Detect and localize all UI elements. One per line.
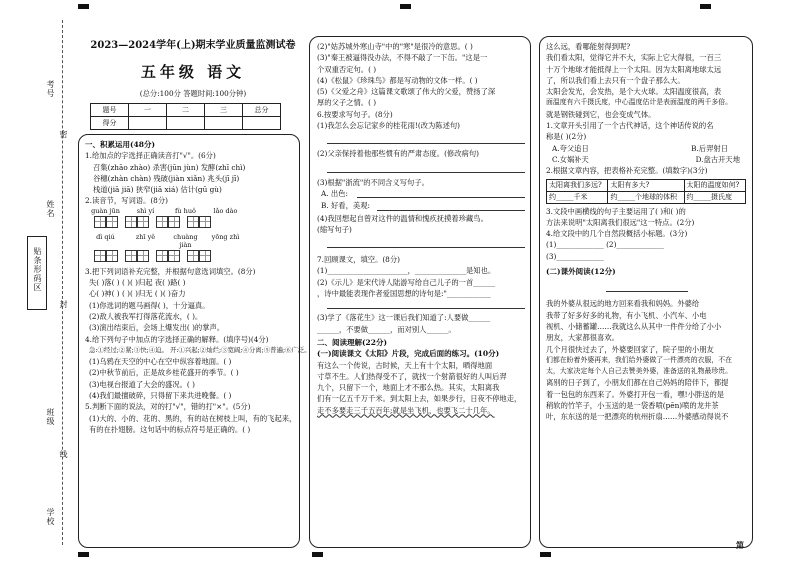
answer-line[interactable] — [377, 210, 525, 211]
score-input[interactable] — [129, 117, 167, 130]
pinyin-row — [85, 207, 293, 215]
question-3: 3.把下列词语补充完整，并根据句意选词填空。(8分) — [85, 266, 256, 276]
passage-line: 离别的日子到了，小朋友们都在自己妈妈的陪伴下，都提 — [546, 378, 729, 388]
passage-line: 着一包包的东西来了。外婆打开包一看，嘿!小胖送的是 — [546, 389, 725, 399]
passage-line: 九个，只留下一个，地面上才不那么热。其实，太阳离我 — [317, 383, 500, 393]
q4-options: 急:①经过;②紧;③快;④迫。 开:①兴起;②灿烂;③宽阔;④分离;⑤普遍;⑥广泛。 — [89, 345, 311, 354]
tianzige-box[interactable] — [187, 216, 211, 228]
tianzige-box[interactable] — [187, 250, 211, 262]
q7-item: ______，不要做______，而对别人______。 — [317, 324, 456, 334]
question-6: 6.按要求写句子。(8分) — [317, 109, 393, 119]
q1-line: 栈道(jiā jiā) 狭窄(jiā xiá) 估计(gū gù) — [93, 185, 222, 195]
section-1-panel — [78, 134, 311, 548]
tianzige-box[interactable] — [125, 216, 149, 228]
registration-mark — [78, 552, 89, 557]
passage-line: 我的外婆从很远的地方回来看我和妈妈。外婆给 — [546, 299, 700, 309]
seal-mark: 密 — [59, 130, 68, 139]
answer-line[interactable] — [357, 197, 525, 198]
tianzige-box[interactable] — [156, 216, 180, 228]
table-header: 太阳离我们多远? — [547, 179, 608, 191]
q3-sentence: (2)敌人被我军打得落花流水，( )。 — [89, 311, 203, 321]
pinyin-label: lǎo dào — [213, 206, 238, 215]
pinyin-label: chuàng jiàn — [173, 232, 198, 249]
name-label: 姓名 — [46, 200, 55, 218]
score-input[interactable] — [167, 117, 205, 130]
tianzige-box[interactable] — [156, 250, 180, 262]
class-label: 班级 — [46, 408, 55, 426]
binding-line — [62, 20, 63, 545]
registration-mark — [400, 4, 411, 9]
tianzige-box[interactable] — [125, 250, 149, 262]
column-3-panel — [539, 36, 753, 548]
q1-line: 召集(zhāo zhào) 杀害(jūn jùn) 发酵(zhī chì) — [93, 162, 246, 172]
title-answer-line[interactable] — [606, 291, 688, 292]
registration-mark — [312, 552, 323, 557]
q6-item: (1)我怎么会忘记家乡的桂花雨!(改为陈述句) — [317, 121, 461, 131]
passage-line: 我们看太阳，觉得它并不大，实际上它大得很，一百三 — [546, 53, 722, 63]
passage-line: 稍软的竹竿子，小玉送的是一袋香喷(pēn)喷的龙井茶 — [546, 401, 719, 411]
q6-option: A. 出色: — [321, 188, 348, 198]
reading-q2: 2.根据文章内容，把表格补充完整。(填数字)(3分) — [546, 166, 708, 176]
score-table — [90, 103, 281, 130]
q7-item: (2)《示儿》是宋代诗人陆游写给自己儿子的一首______ — [317, 277, 496, 287]
q7-item: (1)______________________，______________是知也。 — [317, 266, 496, 276]
reading-q1: 1.文章开头引用了一个古代神话，这个神话传说的名 — [546, 121, 714, 131]
pinyin-row — [85, 233, 293, 249]
options-row — [546, 154, 748, 165]
q4-item: (4)我们最擅破碎，只得留下来共进晚餐。( ) — [89, 391, 232, 401]
page-mark: 第 — [736, 540, 744, 550]
q4-item: (1)乌鸦在天空的中心在空中纵容着地面。( ) — [89, 357, 232, 367]
column-1 — [76, 36, 310, 130]
tianzige-row — [85, 250, 293, 262]
fill-table — [546, 179, 746, 204]
q3-sentence: (1)你选词的题马画得( )，十分逼真。 — [89, 300, 210, 310]
registration-mark — [540, 552, 551, 557]
q4-answer-line[interactable]: (3)_____________ — [546, 251, 604, 261]
pinyin-label: guàn jūn — [91, 206, 120, 215]
exam-no-label: 考号 — [46, 80, 55, 98]
q5-item: 有的在扑翅膀。这句话中的标点符号是正确的。( ) — [89, 424, 251, 434]
seal-mark: 线 — [59, 450, 68, 459]
passage-line: 我带了好多好多的礼物，有小飞机、小汽车、小电 — [546, 310, 707, 320]
passage-line: 十万个地球才能抵得上一个太阳。因为太阳离地球太远 — [546, 64, 722, 74]
passage-line: 叶，东东送的是一把漂亮的杭州折扇……外婆感动得说不 — [546, 412, 729, 422]
passage-line: 有这么一个传说，古时候，天上有十个太阳，晒得地面 — [317, 360, 493, 370]
score-input[interactable] — [243, 117, 281, 130]
question-2: 2.读音节，写词语。(8分) — [85, 196, 168, 206]
q7-item: ，诗中最能表现作者爱国思想的诗句是:"____________ — [317, 289, 491, 299]
score-info: (总分:100分 答题时间:100分钟) — [139, 89, 247, 98]
option-d[interactable]: D.盘古开天地 — [695, 154, 740, 164]
pinyin-label: zhī yě — [135, 232, 156, 241]
pinyin-label: yōng zhì — [211, 232, 240, 241]
barcode-area-label: 贴条形码区 — [33, 247, 42, 292]
q6-item: (缩写句子) — [317, 224, 352, 234]
school-label: 学校 — [46, 508, 55, 526]
passage-line: 走不多要走三千五百年;就是坐飞机，也要飞二十几年。 — [317, 405, 495, 415]
options-row — [546, 143, 748, 154]
score-cell: 得分 — [91, 117, 129, 130]
passage-line: 视机、小储蓄罐……我就这么从其中一件件分给了小小 — [546, 321, 722, 331]
passage-line: 面温度有六千摄氏度，中心温度估计是表面温度的两千多倍。 — [546, 98, 733, 107]
passage-line: 太，大家决定每个人自己去赞美外婆，准备送的礼物最珍贵。 — [546, 367, 733, 376]
tianzige-row — [85, 216, 293, 228]
q5-item: (5)《父爱之舟》这篇课文歌颂了伟大的父爱，赞扬了深 — [317, 87, 496, 97]
q4-answer-line[interactable]: (1)_____________ (2)_____________ — [546, 240, 664, 250]
passage-line: 太阳会发光，会发热，是个大火球。太阳温度很高，表 — [546, 87, 722, 97]
answer-line[interactable] — [327, 308, 525, 309]
answer-line[interactable] — [327, 247, 525, 248]
pinyin-label: fù huǒ — [175, 206, 196, 215]
tianzige-box[interactable] — [94, 216, 118, 228]
answer-line[interactable] — [327, 143, 525, 144]
q6-item: (2)父亲保持着他那些惯有的严肃态度。(修改病句) — [317, 149, 479, 159]
passage-line: 就是钢铁碰到它，也会变成气体。 — [546, 109, 656, 119]
passage-line: 朋友，大家都很喜欢。 — [546, 333, 619, 343]
registration-mark — [78, 4, 89, 9]
score-cell: 三 — [205, 104, 243, 117]
reading-1-title: (一)阅读课文《太阳》片段，完成后面的练习。(10分) — [317, 349, 500, 359]
score-input[interactable] — [205, 117, 243, 130]
score-cell: 题号 — [91, 104, 129, 117]
passage-line: 寸草不生。人们热得受不了，就找一个射箭很好的人叫后羿 — [317, 371, 507, 381]
question-5: 5.判断下面的说法，对的打"√"，错的打"×"。(5分) — [85, 402, 251, 412]
q4-item: (3)电视台报道了大会的盛况。( ) — [89, 379, 195, 389]
q5-item: (4)《松鼠》《珍珠鸟》都是写动物的文体一样。( ) — [317, 75, 478, 85]
answer-line[interactable] — [327, 172, 525, 173]
table-header: 太阳的温度如何? — [684, 179, 745, 191]
seal-mark: 封 — [59, 300, 68, 309]
reading-q1: 称是( )(2分) — [546, 132, 587, 142]
reading-q4: 4.给文段中的几个自然段概括小标题。(3分) — [546, 229, 688, 239]
score-cell: 总分 — [243, 104, 281, 117]
option-a[interactable]: A.夸父追日 — [552, 143, 589, 153]
column-2-panel — [309, 36, 531, 548]
table-header: 太阳有多大? — [608, 179, 684, 191]
passage-line: 们都在盼着外婆再来，我们给外婆做了一件漂亮的衣服，不在 — [546, 355, 733, 364]
exam-title: 2023—2024学年(上)期末学业质量监测试卷 — [90, 40, 296, 51]
q1-line: 谷穗(zhàn chàn) 残破(jiàn xiǎn) 兆头(jī jī) — [93, 173, 240, 183]
passage-line: 了，所以我们看上去只有一个盘子那么大。 — [546, 75, 685, 85]
tianzige-box[interactable] — [94, 250, 118, 262]
question-4: 4.给下列句子中加点的字选择正确的解释。(填序号)(4分) — [85, 334, 269, 344]
reading-q3: 3.文段中画横线的句子主要运用了( )和( )的 — [546, 206, 686, 216]
question-1: 1.给加点的字选择正确读音打"√"。(6分) — [85, 151, 216, 161]
q5-item: (2)"姑苏城外寒山寺"中的"寒"是很冷的意思。( ) — [317, 42, 473, 51]
q3-sentence: (3)演出结束后，会场上爆发出( )的掌声。 — [89, 323, 225, 333]
q6-option: B. 好看，美观: — [321, 201, 370, 211]
pinyin-label: dì qiú — [96, 232, 115, 241]
q3-line: 心( )神( ) ( )( )归无 ( )( )奋力 — [89, 289, 186, 299]
option-b[interactable]: B.后羿射日 — [691, 143, 728, 153]
q3-line: 失( )落( ) ( )( )归起 夜( )路( ) — [89, 278, 186, 288]
score-cell: 一 — [129, 104, 167, 117]
barcode-area — [27, 236, 47, 310]
score-cell: 二 — [167, 104, 205, 117]
q5-item: (1)大的、小的、花的、黑的，有的站在树枝上叫，有的飞起来， — [89, 413, 297, 423]
section-2-title: 二、阅读理解(22分) — [317, 337, 388, 347]
exam-subject: 五年级 语文 — [140, 63, 246, 81]
q4-item: (2)中秋节前后，正是故乡桂花盛开的季节。( ) — [89, 368, 239, 378]
reading-q3: 方法来说明"太阳离我们很远"这一特点。(2分) — [546, 217, 695, 227]
pinyin-label: shì yí — [136, 206, 155, 215]
passage-line: 们有一亿五千万千米。到太阳上去，如果步行，日夜不停地走， — [317, 394, 522, 404]
option-c[interactable]: C.女娲补天 — [552, 154, 589, 164]
q7-item: (3)学了《落花生》这一课后我们知道了:人要做______ — [317, 313, 491, 323]
question-7: 7.回顾课文，填空。(8分) — [317, 255, 400, 265]
q5-item: (3)"秦王被逼得没办法，不得不敲了一下缶。"这是一 — [317, 53, 488, 63]
table-cell[interactable]: 约_____个地球的体积 — [608, 191, 684, 203]
section-1-title: 一、积累运用(48分) — [85, 140, 156, 149]
q6-item: (3)根据"浙流"的不同含义写句子。 — [317, 177, 429, 187]
table-cell[interactable]: 约_____千米 — [547, 191, 608, 203]
passage-line: 几个月很快过去了，外婆要回家了，院子里的小朋友 — [546, 344, 714, 354]
table-cell[interactable]: 约_____摄氏度 — [684, 191, 745, 203]
registration-mark — [700, 4, 711, 9]
q6-item: (4)我回想起自曾对这件的温情和愧疚抚摸着珍藏鸟。 — [317, 213, 488, 223]
q5-item: 厚的父子之情。( ) — [317, 98, 377, 108]
q5-item: 个双重否定句。( ) — [317, 64, 377, 74]
passage-line: 这么远，看哪能射得到呢? — [546, 42, 631, 51]
reading-2-title: (二)课外阅读(12分) — [546, 267, 616, 277]
